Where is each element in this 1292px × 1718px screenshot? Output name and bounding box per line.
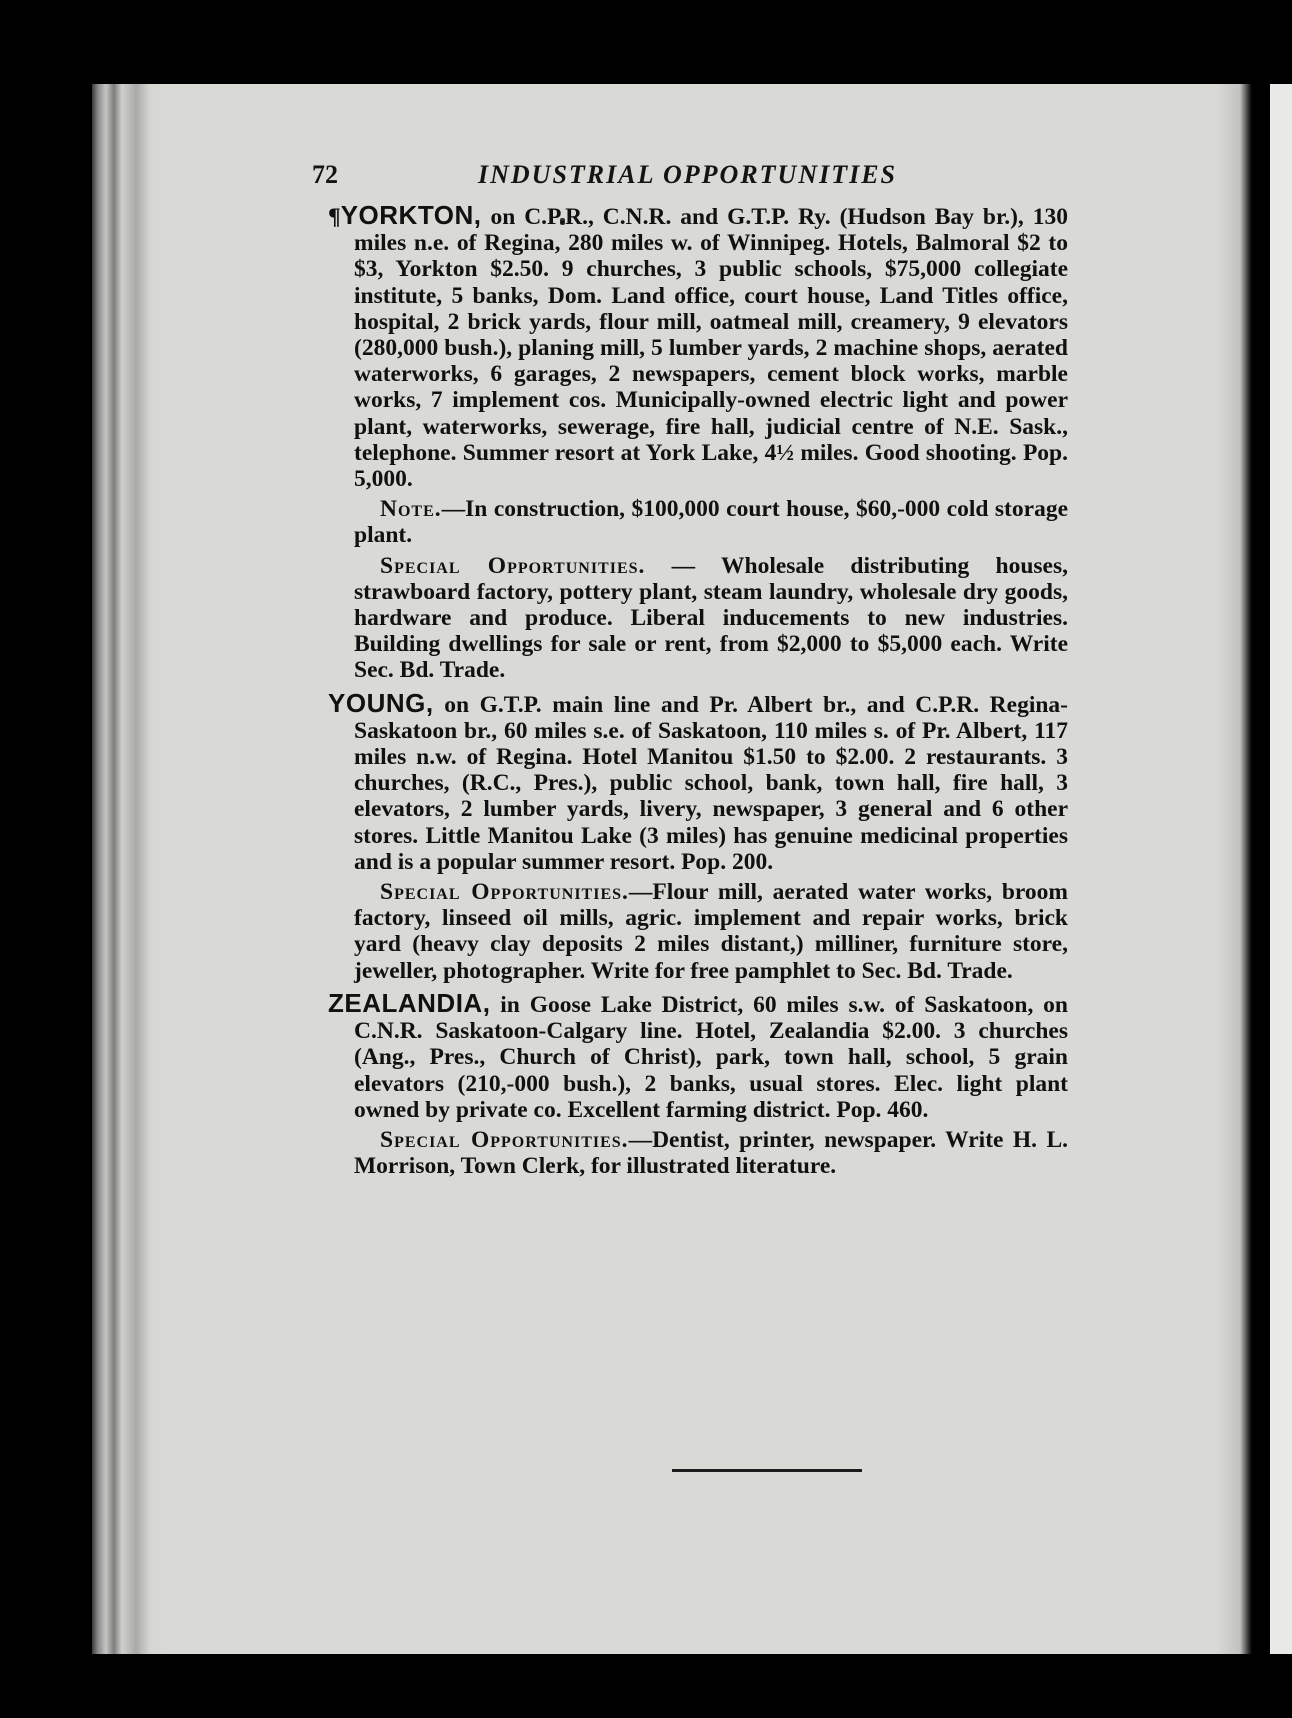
page-binding-edge — [92, 84, 172, 1654]
note-paragraph — [328, 496, 1068, 548]
entry-zealandia — [328, 987, 1069, 1180]
page-header — [312, 160, 1072, 204]
special-text: —Flour mill, aerated water works, broom factory, linseed oil mills, agric. implement and repair works, brick yard (heavy clay deposits 2 miles distant,) milliner, furniture store, jeweller, photographer. Write for free pamphlet to Sec. Bd. Trade. — [354, 879, 1069, 984]
special-opportunities-paragraph — [328, 553, 1068, 684]
end-rule — [672, 1469, 862, 1472]
entry-text: in Goose Lake District, 60 miles s.w. of Saskatoon, on C.N.R. Saskatoon-Calgary line. Hotel, Zealandia $2.00. 3 churches (Ang., Pres., Church of Christ), park, town hall, school, 5 grain elevators (210,-000 bush.), 2 banks, usual stores. Elec. light plant owned by private co. Excellent farming district. Pop. 460. — [354, 991, 1069, 1123]
entry-body — [328, 987, 1069, 1123]
special-label: Special Opportunities. — [380, 879, 629, 906]
page-right-edge — [1216, 84, 1252, 1654]
entry-young — [328, 687, 1069, 984]
entry-yorkton — [328, 202, 1068, 684]
entry-body — [328, 202, 1068, 492]
note-text: —In construction, $100,000 court house, $60,-000 cold storage plant. — [354, 496, 1068, 549]
book-page — [92, 84, 1252, 1654]
special-opportunities-paragraph — [328, 879, 1068, 984]
page-number: 72 — [312, 160, 338, 189]
special-label: Special Opportunities. — [380, 552, 646, 579]
special-label: Special Opportunities. — [380, 1126, 629, 1153]
entry-text: on G.T.P. main line and Pr. Albert br., and C.P.R. Regina-Saskatoon br., 60 miles s.e. of Saskatoon, 110 miles s. of Pr. Albert, 117 miles n.w. of Regina. Hotel Manitou $1.50 to $2.00. 2 restaurants. 3 churches, (R.C., Pres.), public school, bank, town hall, fire hall, 3 elevators, 2 lumber yards, livery, newspaper, 3 general and 6 other stores. Little Manitou Lake (3 miles) has genuine medicinal properties and is a popular summer resort. Pop. 200. — [354, 691, 1068, 875]
running-title: INDUSTRIAL OPPORTUNITIES — [478, 160, 898, 189]
special-opportunities-paragraph — [328, 1127, 1068, 1179]
special-text: — Wholesale distributing houses, strawboard factory, pottery plant, steam laundry, wholesale dry goods, hardware and produce. Liberal inducements to new industries. Building dwellings for sale or rent, from $2,000 to $5,000 each. Write Sec. Bd. Trade. — [354, 552, 1068, 684]
place-name: YOUNG, — [328, 687, 434, 718]
entry-text: on C.P.R., C.N.R. and G.T.P. Ry. (Hudson Bay br.), 130 miles n.e. of Regina, 280 miles w. of Winnipeg. Hotels, Balmoral $2 to $3, Yorkton $2.50. 9 churches, 3 public schools, $75,000 collegiate institute, 5 banks, Dom. Land office, court house, Land Titles office, hospital, 2 brick yards, flour mill, oatmeal mill, creamery, 9 elevators (280,000 bush.), planing mill, 5 lumber yards, 2 machine shops, aerated waterworks, 6 garages, 2 newspapers, cement block works, marble works, 7 implement cos. Municipally-owned electric light and power plant, waterworks, sewerage, fire hall, judicial centre of N.E. Sask., telephone. Summer resort at York Lake, 4½ miles. Good shooting. Pop. 5,000. — [354, 204, 1069, 493]
special-text: —Dentist, printer, newspaper. Write H. L. Morrison, Town Clerk, for illustrated literature. — [354, 1126, 1068, 1180]
facing-page-edge — [1270, 84, 1292, 1654]
note-label: Note. — [380, 496, 442, 523]
place-name: ZEALANDIA, — [328, 987, 491, 1018]
page-content — [328, 202, 1068, 1179]
entry-body — [328, 687, 1068, 875]
section-mark: ¶ — [328, 204, 341, 230]
place-name: YORKTON, — [340, 200, 482, 230]
